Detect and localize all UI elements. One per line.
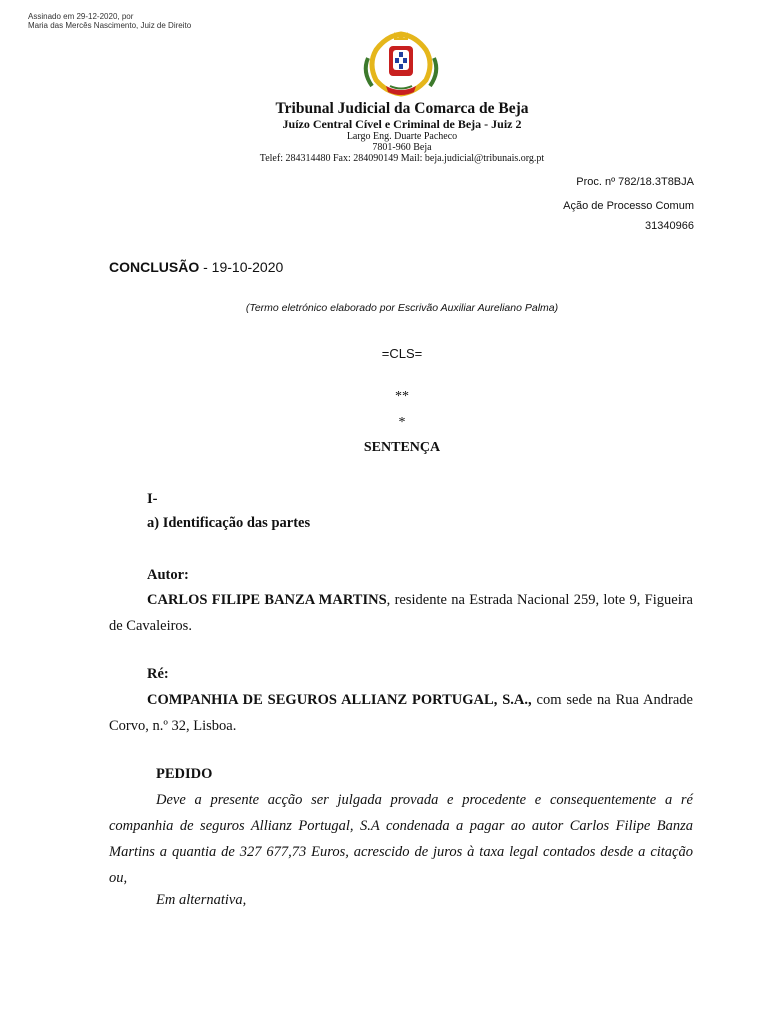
court-address-street: Largo Eng. Duarte Pacheco — [346, 131, 458, 142]
digital-signature-note — [28, 12, 191, 30]
autor-name: CARLOS FILIPE BANZA MARTINS — [147, 592, 387, 608]
document-reference: 31340966 — [645, 220, 694, 232]
court-section: Juízo Central Cível e Criminal de Beja - Juiz 2 — [282, 117, 522, 131]
signature-line-2: Maria das Mercês Nascimento, Juiz de Direito — [28, 21, 192, 30]
autor-label: Autor: — [147, 567, 189, 583]
re-paragraph — [109, 687, 693, 739]
pedido-paragraph: Deve a presente acção ser julgada provada e procedente e consequentemente a ré companhia de seguros Allianz Portugal, S.A condenada a pagar ao autor Carlos Filipe Banza Martins a quantia de 327 677,73 Euros, acrescido de juros à taxa legal contados desde a citação ou, — [109, 792, 693, 886]
cls-marker: =CLS= — [381, 346, 423, 361]
termo-note: (Termo eletrónico elaborado por Escrivão Auxiliar Aureliano Palma) — [245, 302, 559, 314]
pedido-alternative: Em alternativa, — [156, 892, 247, 908]
court-address-postal: 7801-960 Beja — [372, 142, 432, 153]
pedido-label: PEDIDO — [156, 766, 213, 782]
re-label: Ré: — [147, 666, 169, 682]
autor-paragraph — [109, 587, 693, 639]
separator-stars: ** — [395, 389, 409, 404]
autor-address: , residente na Estrada Nacional 259, lote 9, Figueira de Cavaleiros. — [109, 592, 693, 634]
process-number: Proc. nº 782/18.3T8BJA — [576, 176, 694, 188]
re-name: COMPANHIA DE SEGUROS ALLIANZ PORTUGAL, S.A., — [147, 692, 532, 708]
re-address: com sede na Rua Andrade Corvo, n.º 32, Lisboa. — [109, 692, 693, 734]
process-type: Ação de Processo Comum — [563, 200, 694, 212]
court-contact: Telef: 284314480 Fax: 284090149 Mail: beja.judicial@tribunais.org.pt — [259, 153, 545, 164]
conclusao-date: - 19-10-2020 — [199, 259, 284, 275]
court-name: Tribunal Judicial da Comarca de Beja — [275, 100, 529, 117]
document-title: SENTENÇA — [363, 440, 441, 455]
signature-line-1: Assinado em 29-12-2020, por — [28, 12, 134, 21]
conclusao-label: CONCLUSÃO — [109, 259, 200, 275]
section-heading-i: I- — [147, 491, 158, 507]
section-heading-a: a) Identificação das partes — [147, 515, 311, 531]
portuguese-coat-of-arms-icon — [356, 28, 446, 98]
conclusao-line — [109, 259, 283, 275]
separator-star: * — [398, 415, 406, 430]
